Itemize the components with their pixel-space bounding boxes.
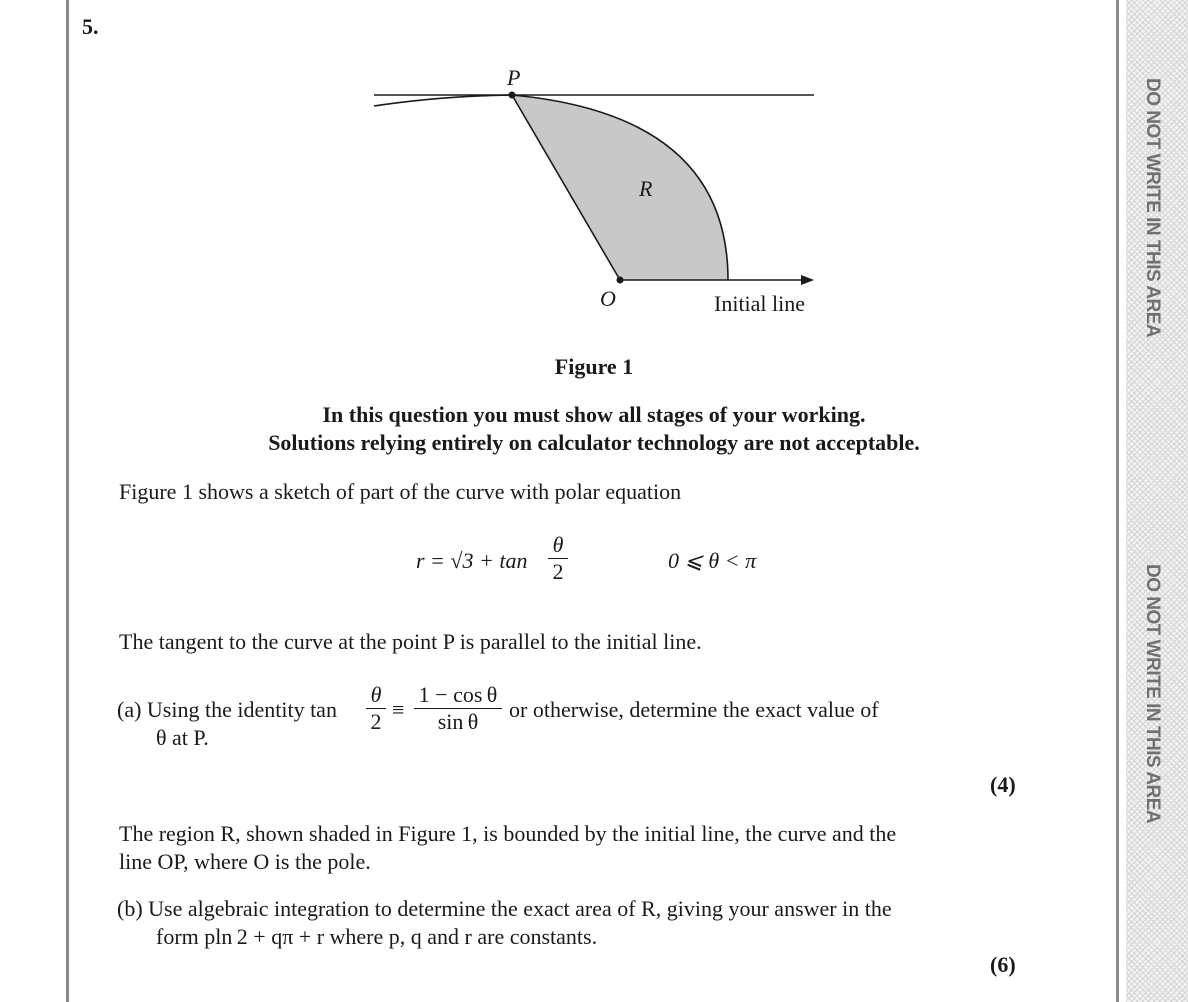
do-not-write-label-bottom: DO NOT WRITE IN THIS AREA — [1142, 564, 1163, 824]
point-O-label: O — [600, 286, 616, 311]
part-a-text-after: or otherwise, determine the exact value of — [509, 697, 879, 722]
part-b-marks: (6) — [990, 952, 1016, 977]
equation-frac-denominator: 2 — [552, 559, 564, 584]
figure-caption: Figure 1 — [554, 354, 634, 379]
part-a-line-1 — [117, 696, 337, 724]
region-R-label: R — [639, 176, 653, 201]
instruction-line-2: Solutions relying entirely on calculator technology are not acceptable. — [268, 430, 920, 455]
part-a-identity-rhs — [414, 682, 502, 735]
part-b-label: (b) — [117, 896, 143, 921]
part-a-rhs-den: sin θ — [437, 709, 479, 734]
part-a-marks: (4) — [990, 772, 1016, 797]
polar-curve-left — [374, 95, 512, 106]
part-a-line-2: θ at P. — [156, 725, 209, 750]
shaded-region-R — [512, 95, 728, 280]
part-a-half-num: θ — [366, 682, 386, 709]
part-b-line-1 — [117, 895, 892, 923]
point-P-dot — [509, 92, 516, 99]
part-a-label: (a) — [117, 697, 142, 722]
initial-line-arrowhead — [801, 275, 814, 285]
do-not-write-label-top: DO NOT WRITE IN THIS AREA — [1142, 78, 1163, 338]
part-a-text-before: Using the identity tan — [146, 697, 337, 722]
initial-line-label: Initial line — [714, 291, 806, 316]
part-a-equiv: ≡ — [392, 697, 405, 722]
tangent-statement: The tangent to the curve at the point P is parallel to the initial line. — [119, 629, 702, 654]
intro-text: Figure 1 shows a sketch of part of the curve with polar equation — [119, 479, 682, 504]
region-statement-line-1: The region R, shown shaded in Figure 1, is bounded by the initial line, the curve and the — [119, 821, 897, 846]
polar-equation — [0, 528, 1188, 594]
part-a-half-den: 2 — [370, 709, 382, 734]
region-statement-line-2: line OP, where O is the pole. — [119, 849, 371, 874]
figure-1-polar-sketch — [0, 0, 1188, 350]
instruction-line-1: In this question you must show all stages of your working. — [322, 402, 866, 427]
point-P-label: P — [507, 65, 521, 90]
equation-half-angle — [548, 532, 568, 585]
part-b-text-1: Use algebraic integration to determine the exact area of R, giving your answer in the — [148, 896, 892, 921]
point-O-dot — [617, 277, 624, 284]
equation-lhs: r = √3 + tan — [416, 548, 528, 573]
equation-domain: 0 ⩽ θ < π — [668, 548, 757, 573]
part-a-half-angle — [366, 682, 386, 735]
part-a-rhs-num: 1 − cos θ — [414, 682, 502, 709]
part-b-line-2: form pln 2 + qπ + r where p, q and r are constants. — [156, 924, 598, 949]
question-number: 5. — [82, 14, 99, 39]
equation-frac-numerator: θ — [548, 532, 568, 559]
